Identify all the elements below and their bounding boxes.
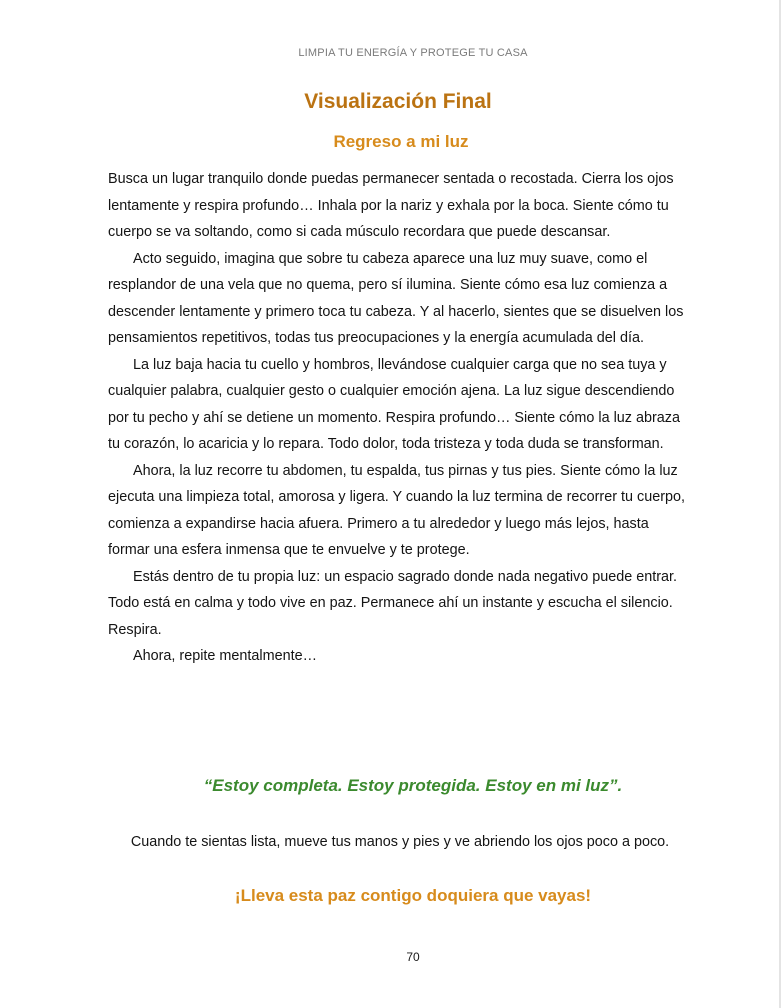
paragraph: Acto seguido, imagina que sobre tu cabeza aparece una luz muy suave, como el resplandor de una vela que no quema, pero sí ilumina. Siente cómo esa luz comienza a descender lentamente y primero toca tu cabeza. Y al hacerlo, sientes que se disuelven los pensamientos repetitivos, todas tus preocupaciones y la energía acumulada del día. <box>108 250 684 346</box>
body-text <box>108 166 694 670</box>
page-subtitle: Regreso a mi luz <box>333 132 469 151</box>
paragraph: Ahora, repite mentalmente… <box>133 648 317 664</box>
paragraph: Ahora, la luz recorre tu abdomen, tu espalda, tus pirnas y tus pies. Siente cómo la luz ejecuta una limpieza total, amorosa y ligera. Y cuando la luz termina de recorrer tu cuerpo, comienza a expandirse hacia afuera. Primero a tu alrededor y luego más lejos, hasta formar una esfera inmensa que te envuelve y te protege. <box>108 462 686 558</box>
paragraph: Busca un lugar tranquilo donde puedas permanecer sentada o recostada. Cierra los ojos lentamente y respira profundo… Inhala por la nariz y exhala por la boca. Siente cómo tu cuerpo se va soltando, como si cada músculo recordara que puede descansar. <box>108 171 674 240</box>
paragraph: Estás dentro de tu propia luz: un espacio sagrado donde nada negativo puede entrar. Todo está en calma y todo vive en paz. Permanece ahí un instante y escucha el silencio. Respira. <box>108 568 678 638</box>
paragraph: La luz baja hacia tu cuello y hombros, llevándose cualquier carga que no sea tuya y cualquier palabra, cualquier gesto o cualquier emoción ajena. La luz sigue descendiendo por tu pecho y ahí se detiene un momento. Respira profundo… Siente cómo la luz abraza tu corazón, lo acaricia y lo repara. Todo dolor, toda tristeza y toda duda se transforman. <box>108 356 680 452</box>
closing-instruction: Cuando te sientas lista, mueve tus manos y pies y ve abriendo los ojos poco a poco. <box>130 834 670 850</box>
page-number: 70 <box>406 950 420 964</box>
affirmation-quote: “Estoy completa. Estoy protegida. Estoy en mi luz”. <box>203 776 623 795</box>
page-title: Visualización Final <box>304 90 492 113</box>
running-header: LIMPIA TU ENERGÍA Y PROTEGE TU CASA <box>298 47 528 59</box>
farewell-message: ¡Lleva esta paz contigo doquiera que vayas! <box>234 886 592 905</box>
